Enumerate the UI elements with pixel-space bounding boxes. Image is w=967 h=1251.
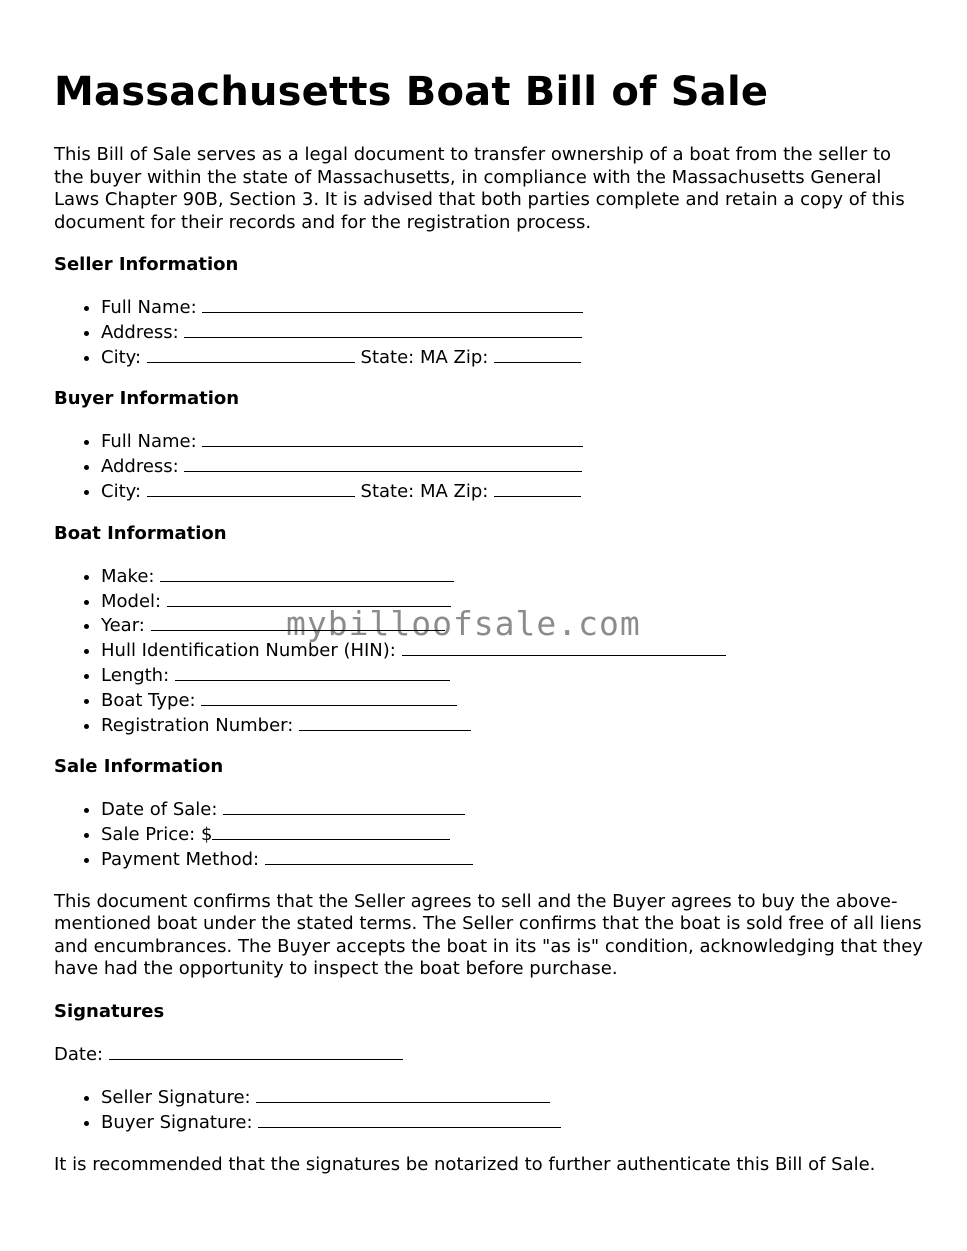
sale-list — [54, 797, 924, 871]
boat-type-field[interactable] — [201, 688, 457, 706]
seller-signature-field[interactable] — [256, 1085, 550, 1103]
sale-payment-field[interactable] — [265, 847, 473, 865]
document-title: Massachusetts Boat Bill of Sale — [54, 69, 769, 115]
seller-signature-label: Seller Signature: — [101, 1087, 251, 1109]
signature-date-label: Date: — [54, 1043, 104, 1065]
seller-heading: Seller Information — [54, 254, 239, 275]
boat-heading: Boat Information — [54, 522, 227, 544]
boat-year-label: Year: — [101, 615, 145, 637]
boat-length-field[interactable] — [175, 663, 450, 681]
seller-signature-item — [101, 1085, 924, 1110]
sale-date-field[interactable] — [223, 797, 465, 815]
boat-registration-label: Registration Number: — [101, 714, 294, 736]
seller-full-name-field[interactable] — [202, 295, 583, 313]
buyer-city-item — [101, 479, 924, 504]
boat-length-label: Length: — [101, 664, 170, 686]
buyer-state-zip-label: State: MA Zip: — [360, 480, 489, 502]
intro-paragraph: This Bill of Sale serves as a legal document to transfer ownership of a boat from the seller to the buyer within the state of Massachusetts, in compliance with the Massachusetts General Laws Chapter 90B, Section 3. It is advised that both parties complete and retain a copy of this document for their records and for the registration process. — [54, 144, 905, 233]
buyer-zip-field[interactable] — [494, 479, 581, 497]
sale-price-field[interactable] — [212, 822, 450, 840]
seller-city-label: City: — [101, 346, 142, 368]
buyer-address-item — [101, 454, 924, 479]
buyer-city-label: City: — [101, 480, 142, 502]
sale-payment-label: Payment Method: — [101, 848, 260, 870]
boat-make-item — [101, 564, 924, 589]
signature-date-line — [54, 1042, 924, 1067]
signatures-list — [54, 1085, 924, 1135]
boat-make-field[interactable] — [160, 564, 454, 582]
boat-list — [54, 564, 924, 738]
boat-registration-field[interactable] — [299, 713, 471, 731]
buyer-full-name-field[interactable] — [202, 429, 583, 447]
closing-paragraph: It is recommended that the signatures be notarized to further authenticate this Bill of Sale. — [54, 1153, 876, 1175]
seller-city-item — [101, 345, 924, 370]
seller-address-item — [101, 320, 924, 345]
seller-address-label: Address: — [101, 321, 179, 343]
buyer-address-field[interactable] — [184, 454, 582, 472]
boat-registration-item — [101, 713, 924, 738]
seller-full-name-label: Full Name: — [101, 297, 197, 318]
seller-zip-field[interactable] — [494, 345, 581, 363]
boat-length-item — [101, 663, 924, 688]
boat-make-label: Make: — [101, 565, 155, 587]
buyer-full-name-label: Full Name: — [101, 431, 197, 453]
seller-list — [54, 295, 924, 369]
buyer-signature-label: Buyer Signature: — [101, 1112, 253, 1134]
buyer-signature-field[interactable] — [258, 1110, 561, 1128]
boat-hin-label: Hull Identification Number (HIN): — [101, 640, 396, 662]
boat-type-label: Boat Type: — [101, 689, 196, 711]
sale-payment-item — [101, 847, 924, 872]
buyer-list — [54, 429, 924, 503]
sale-date-label: Date of Sale: — [101, 799, 218, 821]
buyer-full-name-item — [101, 429, 924, 454]
seller-state-zip-label: State: MA Zip: — [360, 346, 489, 368]
sale-price-label: Sale Price: $ — [101, 824, 213, 846]
boat-type-item — [101, 688, 924, 713]
seller-city-field[interactable] — [147, 345, 355, 363]
buyer-heading: Buyer Information — [54, 388, 240, 410]
buyer-city-field[interactable] — [147, 479, 355, 497]
signature-date-field[interactable] — [109, 1042, 403, 1060]
sale-heading: Sale Information — [54, 756, 224, 778]
boat-model-label: Model: — [101, 590, 162, 612]
watermark-text: mybilloofsale.com — [286, 604, 641, 643]
sale-price-item — [101, 822, 924, 847]
signatures-heading: Signatures — [54, 1000, 165, 1022]
sale-date-item — [101, 797, 924, 822]
confirmation-paragraph: This document confirms that the Seller agrees to sell and the Buyer agrees to buy the above-mentioned boat under the stated terms. The Seller confirms that the boat is sold free of all liens and encumbrances. The Buyer accepts the boat in its "as is" condition, acknowledging that they have had the opportunity to inspect the boat before purchase. — [54, 890, 923, 980]
buyer-signature-item — [101, 1110, 924, 1135]
buyer-address-label: Address: — [101, 456, 179, 478]
seller-address-field[interactable] — [184, 320, 582, 338]
seller-full-name-item — [101, 295, 924, 320]
